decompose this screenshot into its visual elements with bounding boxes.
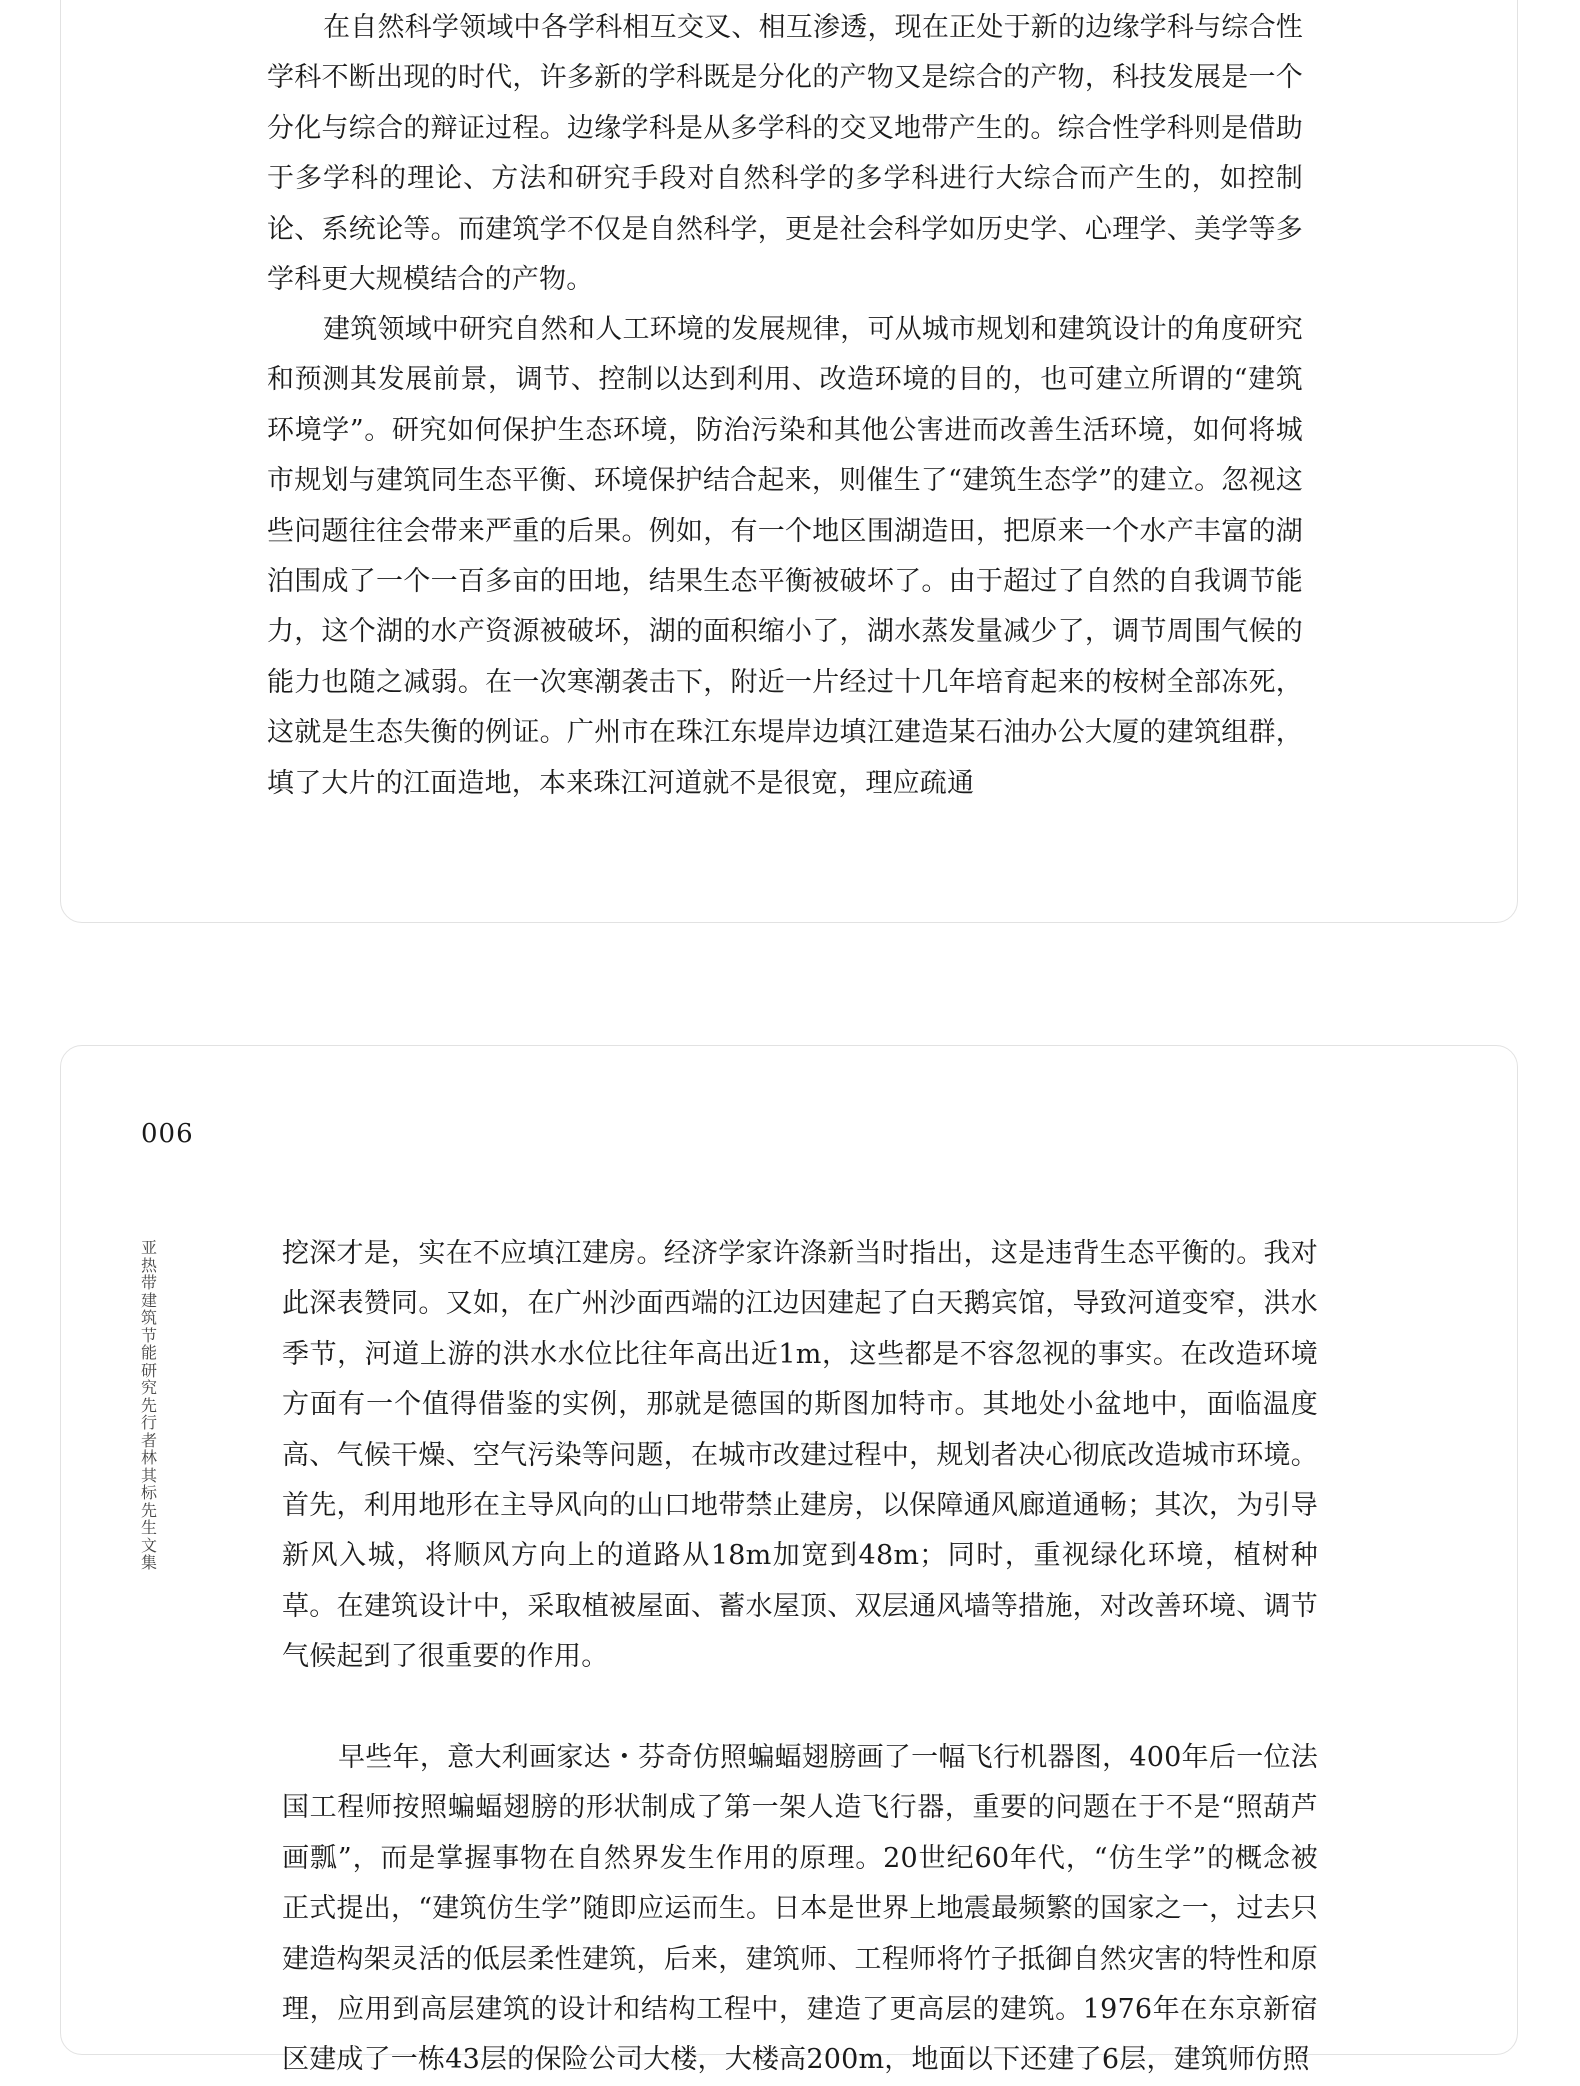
body-paragraph: 建筑领域中研究自然和人工环境的发展规律，可从城市规划和建筑设计的角度研究和预测其发展前景，调节、控制以达到利用、改造环境的目的，也可建立所谓的“建筑环境学”。研究如何保护生态环境，防治污染和其他公害进而改善生活环境，如何将城市规划与建筑同生态平衡、环境保护结合起来，则催生了“建筑生态学”的建立。忽视这些问题往往会带来严重的后果。例如，有一个地区围湖造田，把原来一个水产丰富的湖泊围成了一个一百多亩的田地，结果生态平衡被破坏了。由于超过了自然的自我调节能力，这个湖的水产资源被破坏，湖的面积缩小了，湖水蒸发量减少了，调节周围气候的能力也随之减弱。在一次寒潮袭击下，附近一片经过十几年培育起来的桉树全部冻死，这就是生态失衡的例证。广州市在珠江东堤岸边填江建造某石油办公大厦的建筑组群，填了大片的江面造地，本来珠江河道就不是很宽，理应疏通 xyxy=(267,314,1303,799)
page-card-top xyxy=(60,0,1518,923)
running-title: 亚热带建筑节能研究先行者 林其标先生文集 xyxy=(141,1238,174,1572)
page-card-bottom xyxy=(60,1045,1518,2076)
page-number: 006 xyxy=(141,1119,194,1149)
body-paragraph: 在自然科学领域中各学科相互交叉、相互渗透，现在正处于新的边缘学科与综合性学科不断出现的时代，许多新的学科既是分化的产物又是综合的产物，科技发展是一个分化与综合的辩证过程。边缘学科是从多学科的交叉地带产生的。综合性学科则是借助于多学科的理论、方法和研究手段对自然科学的多学科进行大综合而产生的，如控制论、系统论等。而建筑学不仅是自然科学，更是社会科学如历史学、心理学、美学等多学科更大规模结合的产物。 xyxy=(267,12,1303,296)
body-paragraph: 早些年，意大利画家达・芬奇仿照蝙蝠翅膀画了一幅飞行机器图，400年后一位法国工程师按照蝙蝠翅膀的形状制成了第一架人造飞行器，重要的问题在于不是“照葫芦画瓢”，而是掌握事物在自然界发生作用的原理。20世纪60年代，“仿生学”的概念被正式提出，“建筑仿生学”随即应运而生。日本是世界上地震最频繁的国家之一，过去只建造构架灵活的低层柔性建筑，后来，建筑师、工程师将竹子抵御自然灾害的特性和原理，应用到高层建筑的设计和结构工程中，建造了更高层的建筑。1976年在东京新宿区建成了一栋43层的保险公司大楼，大楼高200m，地面以下还建了6层，建筑师仿照 xyxy=(282,1742,1318,2076)
body-paragraph: 挖深才是，实在不应填江建房。经济学家许涤新当时指出，这是违背生态平衡的。我对此深表赞同。又如，在广州沙面西端的江边因建起了白天鹅宾馆，导致河道变窄，洪水季节，河道上游的洪水水位比往年高出近1m，这些都是不容忽视的事实。在改造环境方面有一个值得借鉴的实例，那就是德国的斯图加特市。其地处小盆地中，面临温度高、气候干燥、空气污染等问题，在城市改建过程中，规划者决心彻底改造城市环境。首先，利用地形在主导风向的山口地带禁止建房，以保障通风廊道通畅；其次，为引导新风入城，将顺风方向上的道路从18m加宽到48m；同时，重视绿化环境，植树种草。在建筑设计中，采取植被屋面、蓄水屋顶、双层通风墙等措施，对改善环境、调节气候起到了很重要的作用。 xyxy=(282,1238,1318,1673)
